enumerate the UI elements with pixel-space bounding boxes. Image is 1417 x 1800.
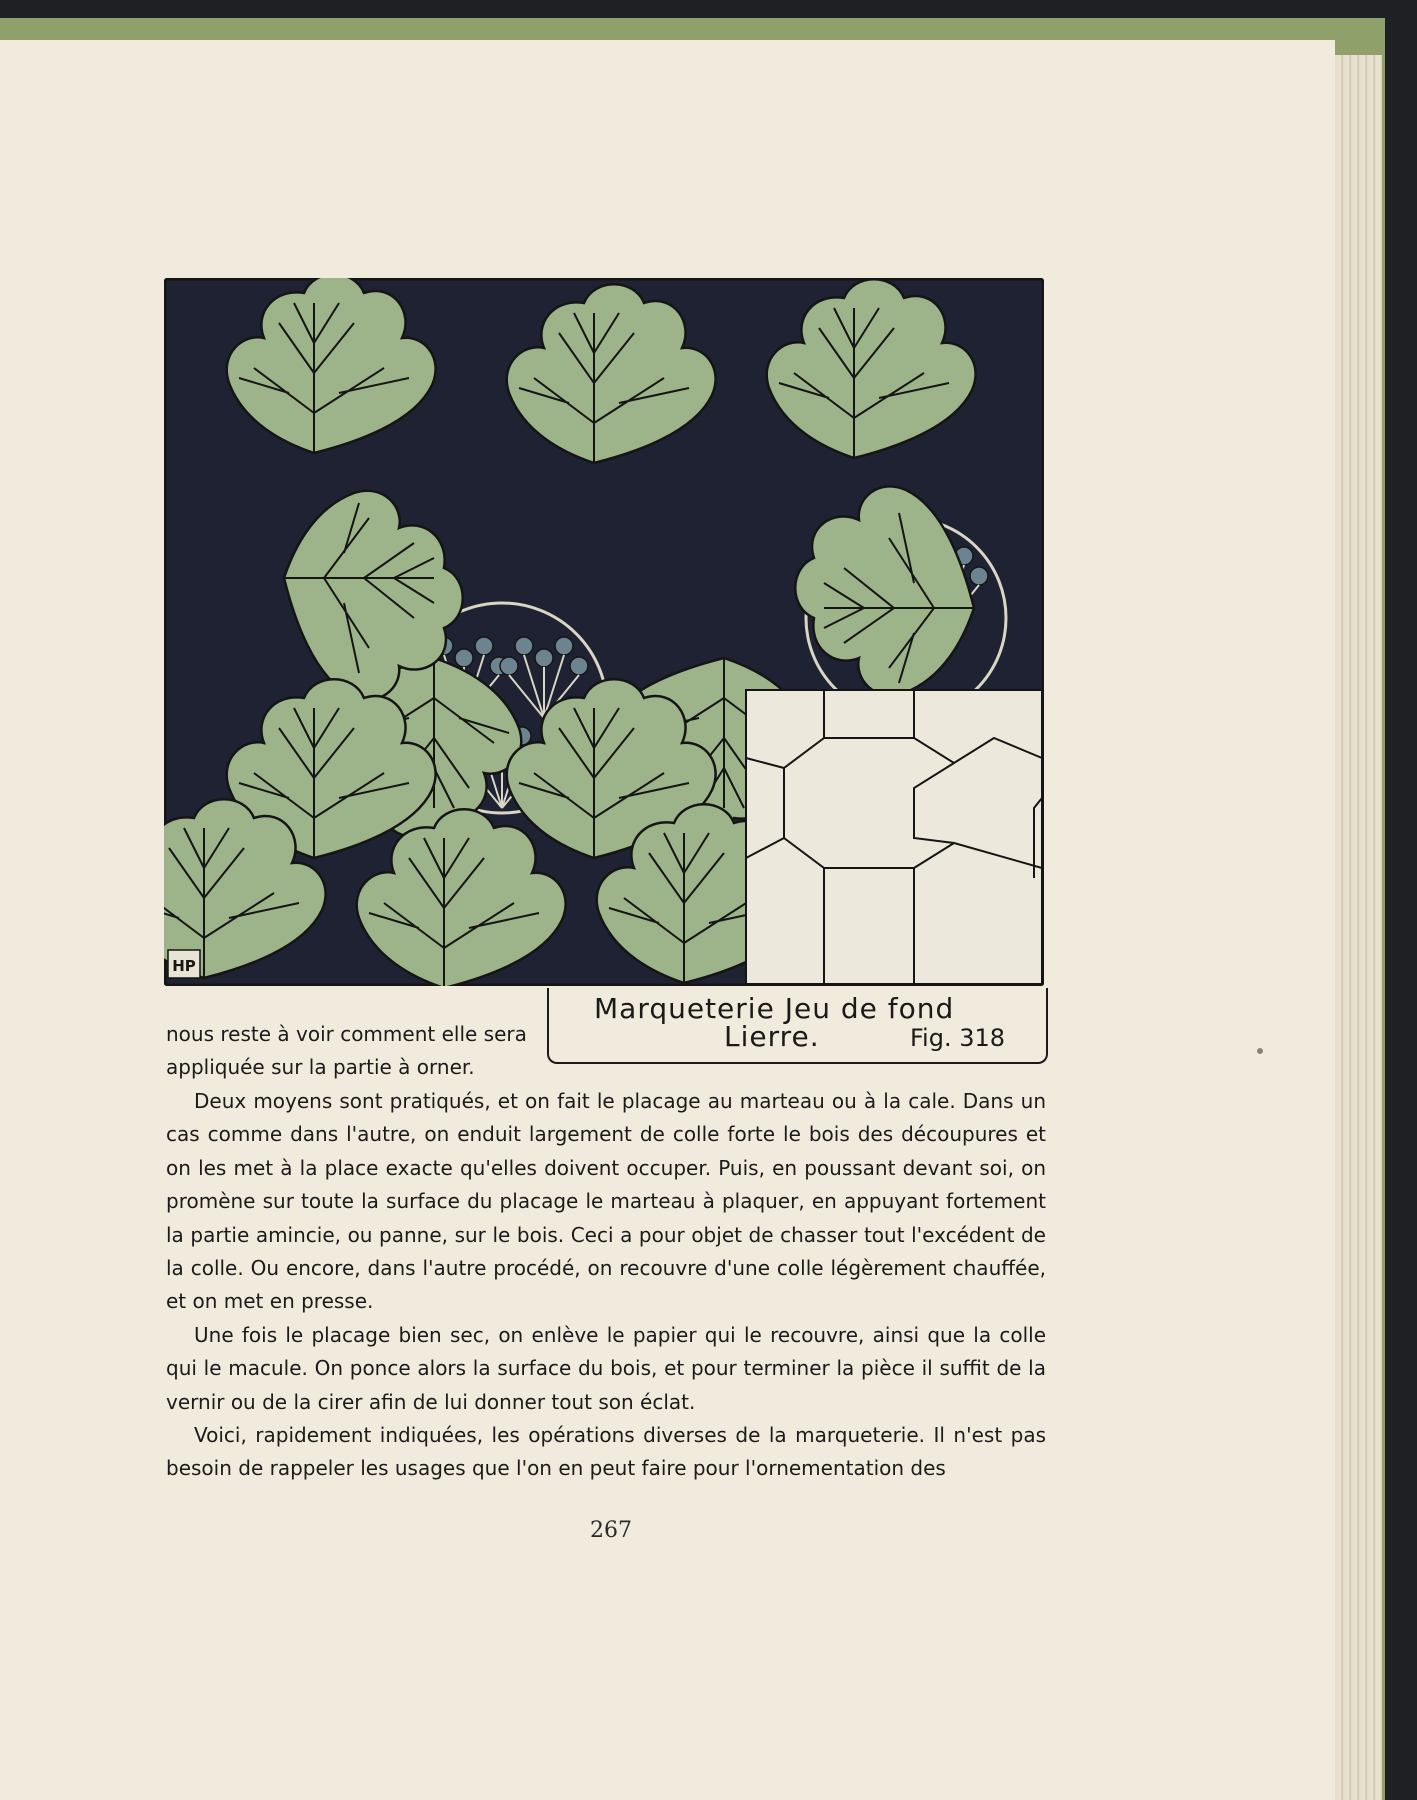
figure-caption-subtitle: Lierre. <box>724 1020 820 1053</box>
pattern-diagram-panel <box>746 690 1042 984</box>
figure-caption-title: Marqueterie Jeu de fond <box>594 992 955 1025</box>
marquetry-illustration <box>164 278 1044 986</box>
page-number: 267 <box>590 1518 632 1543</box>
monogram <box>168 950 200 978</box>
paragraph-3: Voici, rapidement indiquées, les opérations diverses de la marqueterie. Il n'est pas besoin de rappeler les usages que l'on en peut faire pour l'ornementation des <box>166 1423 1046 1481</box>
intro-text: nous reste à voir comment elle sera appliquée sur la partie à orner. <box>166 1022 527 1079</box>
paragraph-1: Deux moyens sont pratiqués, et on fait le placage au marteau ou à la cale. Dans un cas comme dans l'autre, on enduit largement de colle forte le bois des découpures et on les met à la place exacte qu'elles doivent occuper. Puis, en poussant devant soi, on promène sur toute la surface du placage le marteau à plaquer, en appuyant fortement la partie amincie, ou panne, sur le bois. Ceci a pour objet de chasser tout l'excédent de la colle. Ou encore, dans l'autre procédé, on recouvre d'une colle légèrement chauffée, et on met en presse. <box>166 1089 1046 1314</box>
paragraph-2: Une fois le placage bien sec, on enlève le papier qui le recouvre, ainsi que la colle qui le macule. On ponce alors la surface du bois, et pour terminer la pièce il suffit de la vernir ou de la cirer afin de lui donner tout son éclat. <box>166 1323 1046 1414</box>
svg-text:HP: HP <box>172 957 196 975</box>
figure-number: Fig. 318 <box>910 1024 1006 1052</box>
page-mark <box>1257 1048 1263 1054</box>
